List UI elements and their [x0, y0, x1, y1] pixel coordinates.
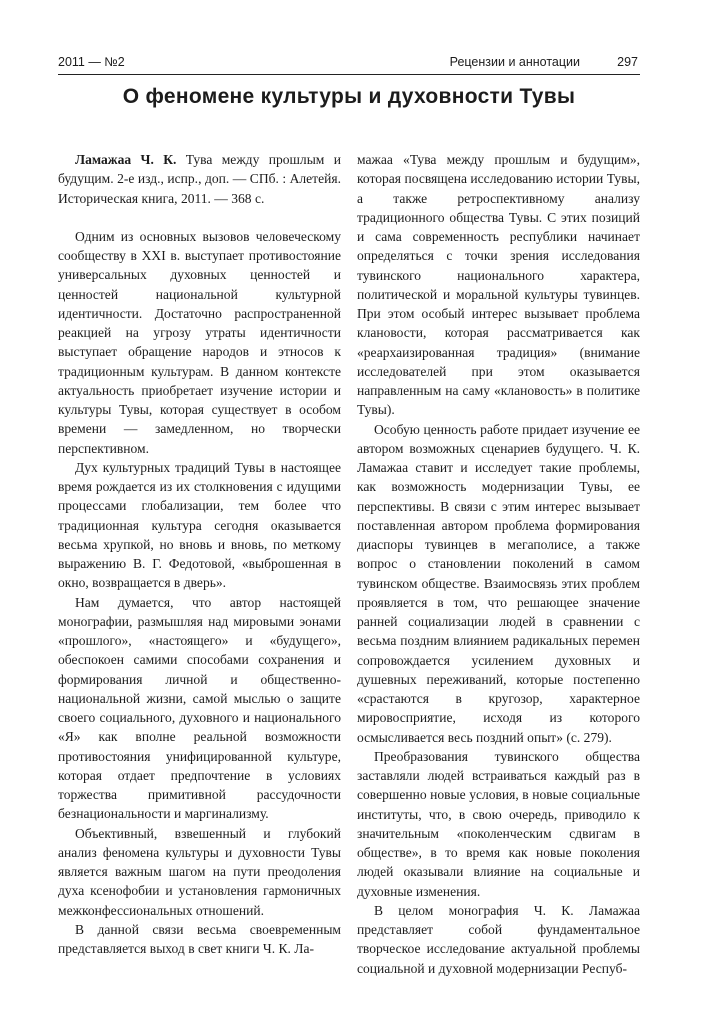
- paragraph-continued: мажаа «Тува между прошлым и будущим», которая посвящена исследованию истории Тувы, а также ретроспективному анализу традиционного общества Тувы. С этих позиций и сама современность республики начинает определяться с точки зрения исследования тувинского национального характера, политической и моральной культуры тувинцев. При этом особый интерес вызывает проблема клановости, которая рассматривается как «реархаизированная традиция» (внимание исследователей при этом оказывается направленным на саму «клановость» в политике Тувы).: [357, 152, 640, 418]
- paragraph: В целом монография Ч. К. Ламажаа представляет собой фундаментальное творческое исследование актуальной проблемы социальной и духовной модернизации Респуб-: [357, 902, 640, 976]
- left-column: [58, 150, 341, 958]
- bibliographic-reference: [58, 150, 341, 208]
- paragraph: Объективный, взвешенный и глубокий анализ феномена культуры и духовности Тувы является важным шагом на пути преодоления духа ксенофобии и установления гармоничных межконфессиональных отношений.: [58, 825, 341, 918]
- reference-author: Ламажаа Ч. К.: [75, 152, 177, 167]
- reference-details: Тува между прошлым и будущим. 2-е изд., испр., доп. — СПб. : Алетейя. Историческая книга, 2011. — 368 с.: [58, 152, 341, 206]
- section-name: Рецензии и аннотации: [449, 55, 580, 69]
- paragraph: В данной связи весьма своевременным представляется выход в свет книги Ч. К. Ла-: [58, 921, 341, 956]
- paragraph: Одним из основных вызовов человеческому сообществу в XXI в. выступает противостояние универсальных духовных ценностей и ценностей национальной культурной идентичности. Достаточно распространенной реакцией на угрозу утраты идентичности выступает обращение народов и этносов к традиционным культурам. В данном контексте актуальность приобретает изучение истории и культуры Тувы, которая существует в особом времени — замедленном, но творчески перспективном.: [58, 228, 341, 456]
- paragraph: Преобразования тувинского общества заставляли людей встраиваться каждый раз в совершенно новые условия, в новые социальные институты, что, в свою очередь, приводило к значительным «поколенческим сдвигам в обществе», в то время как новые поколения людей оказывали влияние на социальные и духовные изменения.: [357, 748, 640, 899]
- right-column: [357, 150, 640, 978]
- paragraph: Особую ценность работе придает изучение ее автором возможных сценариев будущего. Ч. К. Ламажаа ставит и исследует такие проблемы, как возможность модернизации Тувы, ее перспективы. В связи с этим интерес вызывает поставленная автором проблема формирования диаспоры тувинцев в мегаполисе, а также вопрос о становлении поколений в самом тувинском обществе. Взаимосвязь этих проблем проявляется в том, что решающее значение ранней социализации людей в сравнении с весьма поздним влиянием радикальных перемен сопровождается усилением духовных и душевных переживаний, которые постепенно «срастаются в кругозор, характерное мировосприятие, исходя из которого осмысливается весь поздний опыт» (с. 279).: [357, 421, 640, 745]
- journal-issue: 2011 — №2: [58, 55, 125, 69]
- paragraph: Нам думается, что автор настоящей монографии, размышляя над мировыми эонами «прошлого», «настоящего» и «будущего», обеспокоен самими способами сохранения и формирования личной и общественно-национальной жизни, самой мыслью о защите своего социального, духовного и национального «Я» как вполне реальной возможности противостояния унифицированной культуре, которая отдает предпочтение в условиях торжества примитивной рассудочности безнациональности и маргинализму.: [58, 594, 341, 822]
- paragraph: Дух культурных традиций Тувы в настоящее время рождается из их столкновения с идущими процессами глобализации, тем более что традиционная культура сегодня оказывается весьма хрупкой, но вновь и вновь, по меткому выражению В. Г. Федотовой, «выброшенная в окно, возвращается в дверь».: [58, 459, 341, 591]
- article-title: О феномене культуры и духовности Тувы: [122, 85, 576, 108]
- page-number: 297: [617, 55, 638, 69]
- running-header: [58, 52, 640, 75]
